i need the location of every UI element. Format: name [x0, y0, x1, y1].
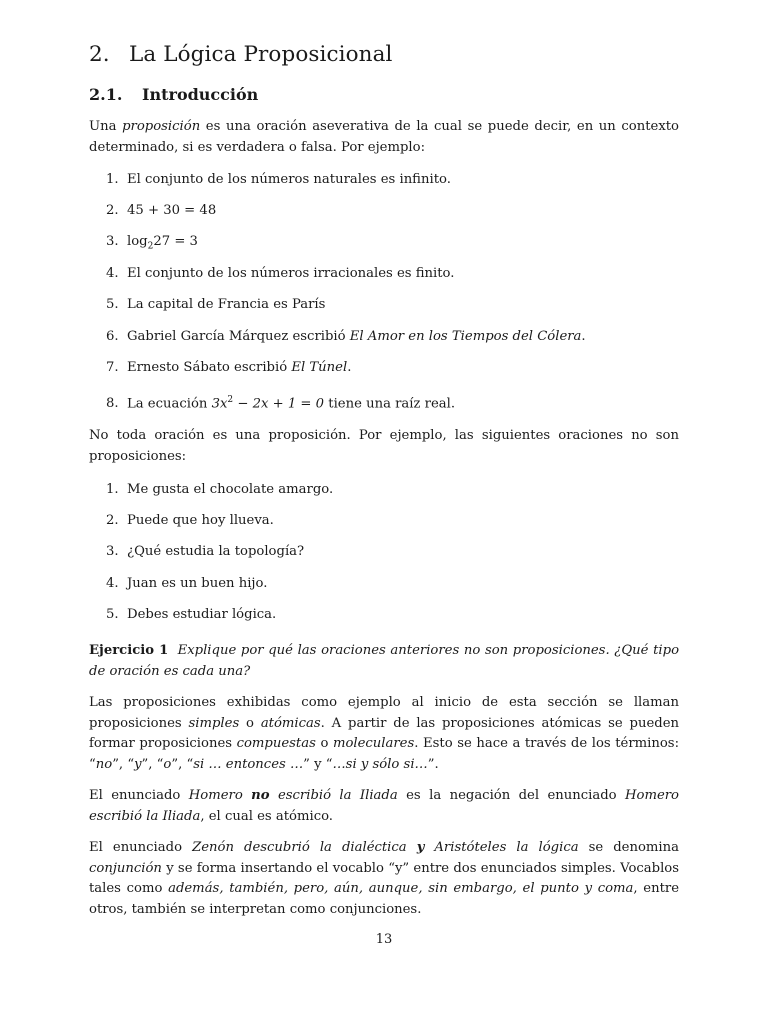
term: conjunción: [89, 860, 162, 876]
connective-list: además, también, pero, aún, aunque, sin embargo, el punto y coma: [168, 881, 634, 896]
paragraph-text: o: [239, 715, 261, 731]
chapter-title: La Lógica Proposicional: [129, 42, 393, 67]
punctuation: ” y “: [303, 756, 333, 772]
list-math-subscript: 2: [147, 241, 154, 252]
list-text: Me gusta el chocolate amargo.: [127, 482, 334, 497]
paragraph-text: se denomina: [578, 840, 679, 855]
intro-text: Una: [89, 119, 123, 134]
connective: si … entonces …: [193, 756, 304, 772]
conjunction-paragraph: [89, 838, 679, 920]
list-item: [106, 391, 455, 413]
punctuation: .: [581, 329, 586, 344]
example-sentence: Zenón descubrió la dialéctica: [192, 840, 417, 855]
list-item: [106, 543, 304, 561]
exercise-block: [89, 641, 679, 682]
exercise-text: Explique por qué las oraciones anteriores no son proposiciones. ¿Qué tipo de oración es cada una?: [89, 643, 680, 679]
list-text: Juan es un buen hijo.: [127, 576, 268, 591]
connective: o: [163, 756, 172, 772]
list-number: 8.: [106, 396, 119, 412]
book-title: El Túnel: [291, 360, 348, 375]
list-text: El conjunto de los números irracionales es finito.: [127, 266, 455, 281]
list-math: 45 + 30 = 48: [127, 203, 217, 218]
list-number: 4.: [106, 266, 119, 281]
paragraph-text: . Esto se hace a través de los términos: “: [89, 736, 680, 772]
list-item: [106, 575, 267, 593]
connective: …si y sólo si…: [332, 756, 428, 772]
list-item: [106, 481, 333, 499]
paragraph-text: y se forma insertando el vocablo “y” entre dos enunciados simples. Vocablos tales como: [89, 860, 679, 896]
list-number: 2.: [106, 513, 119, 528]
list-text: Debes estudiar lógica.: [127, 607, 277, 622]
list-text: El conjunto de los números naturales es infinito.: [127, 172, 451, 187]
intro-paragraph: [89, 117, 679, 158]
list-item: [106, 296, 325, 314]
list-item: [106, 233, 198, 256]
list-number: 6.: [106, 329, 119, 344]
section-title: Introducción: [142, 85, 259, 104]
list-number: 5.: [106, 297, 119, 312]
intro-text-rest: es una oración aseverativa de la cual se puede decir, en un contexto determinado, si es verdadera o falsa. Por ejemplo:: [89, 119, 679, 155]
book-title: El Amor en los Tiempos del Cólera: [349, 329, 582, 344]
list-math: 27 = 3: [153, 234, 198, 249]
list-text: Puede que hoy llueva.: [127, 513, 274, 528]
list-number: 1.: [106, 482, 119, 497]
list-text: tiene una raíz real.: [324, 396, 456, 412]
example-sentence: Homero: [188, 788, 252, 803]
list-item: [106, 171, 451, 189]
list-item: [106, 606, 276, 624]
list-math: log: [127, 234, 148, 249]
paragraph-text: , entre otros, también se interpretan como conjunciones.: [89, 881, 679, 917]
paragraph-text: , el cual es atómico.: [200, 808, 333, 824]
list-text: ¿Qué estudia la topología?: [127, 544, 305, 559]
list-number: 4.: [106, 576, 119, 591]
term: atómicas: [260, 715, 321, 731]
chapter-number: 2.: [89, 42, 110, 67]
list-item: [106, 359, 351, 377]
list-item: [106, 202, 216, 220]
paragraph-text: es la negación del enunciado: [397, 788, 625, 803]
list-number: 5.: [106, 607, 119, 622]
section-heading: [89, 85, 258, 104]
simple-propositions-paragraph: [89, 693, 679, 775]
equation: 3x: [211, 396, 228, 412]
punctuation: ”, “: [141, 756, 164, 772]
list-number: 7.: [106, 360, 119, 375]
paragraph-text: El enunciado: [89, 840, 193, 855]
punctuation: .: [347, 360, 352, 375]
page-number: 13: [375, 932, 393, 947]
paragraph-text: No toda oración es una proposición. Por ejemplo, las siguientes oraciones no son proposiciones:: [89, 428, 679, 464]
paragraph-text: Las proposiciones exhibidas como ejemplo al inicio de esta sección se llaman proposiciones: [89, 695, 679, 731]
connective: no: [251, 788, 270, 803]
list-text: Gabriel García Márquez escribió: [127, 329, 350, 344]
list-number: 3.: [106, 544, 119, 559]
non-proposition-paragraph: [89, 426, 679, 467]
list-text: Ernesto Sábato escribió: [127, 360, 292, 375]
example-sentence: Homero escribió la Iliada: [89, 788, 679, 824]
example-sentence: escribió la Iliada: [269, 788, 398, 803]
punctuation: ”, “: [112, 756, 135, 772]
punctuation: ”, “: [171, 756, 194, 772]
connective: y: [416, 840, 425, 855]
paragraph-text: El enunciado: [89, 788, 189, 803]
equation-exponent: 2: [227, 395, 234, 405]
connective: no: [95, 756, 113, 772]
paragraph-text: o: [315, 736, 333, 751]
list-text: La capital de Francia es París: [127, 297, 326, 312]
negation-paragraph: [89, 786, 679, 827]
equation: − 2x + 1 = 0: [233, 396, 325, 412]
connective: y: [134, 756, 142, 772]
punctuation: ”.: [427, 756, 439, 772]
list-item: [106, 512, 274, 530]
list-number: 1.: [106, 172, 119, 187]
example-sentence: Aristóteles la lógica: [424, 840, 579, 855]
term: simples: [188, 715, 240, 731]
term: moleculares: [332, 736, 415, 751]
intro-term: proposición: [122, 119, 201, 134]
list-number: 2.: [106, 203, 119, 218]
paragraph-text: . A partir de las proposiciones atómicas se pueden formar proposiciones: [89, 715, 680, 751]
list-item: [106, 328, 586, 346]
list-number: 3.: [106, 234, 119, 249]
section-number: 2.1.: [89, 85, 123, 104]
list-item: [106, 265, 454, 283]
list-text: La ecuación: [127, 396, 212, 412]
exercise-label: Ejercicio 1: [89, 643, 169, 658]
chapter-heading: [89, 42, 393, 67]
term: compuestas: [236, 736, 316, 751]
